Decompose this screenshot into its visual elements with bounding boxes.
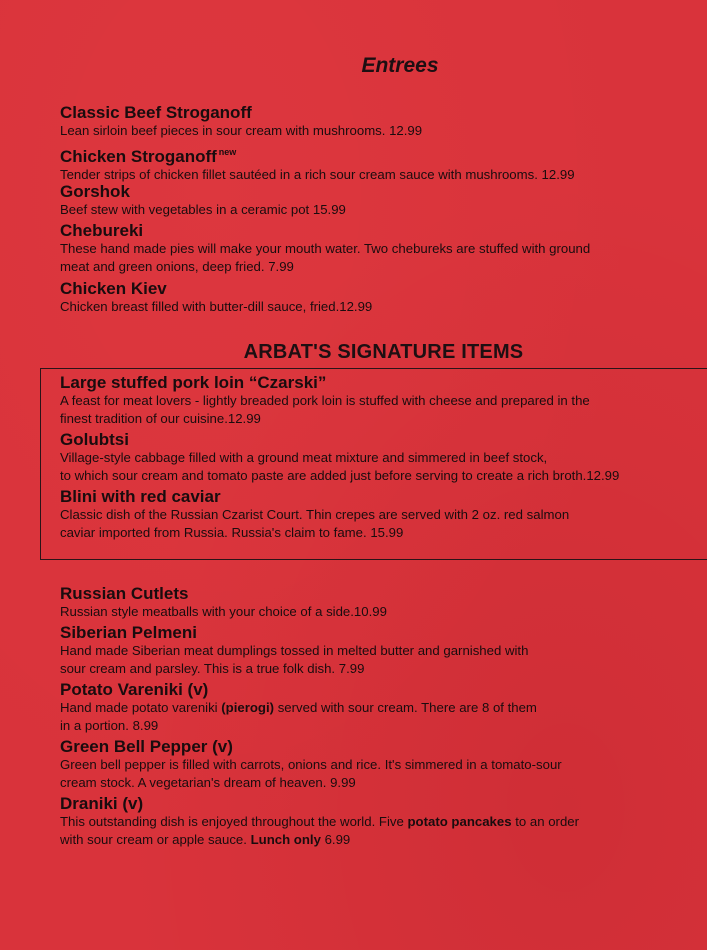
menu-item-gorshok (60, 182, 705, 219)
item-description (60, 506, 705, 541)
item-description-line-1: Green bell pepper is filled with carrots, onions and rice. It's simmered in a tomato-sour (60, 757, 562, 772)
item-description-line-1 (60, 699, 705, 717)
item-name: Chicken Stroganoff (60, 147, 217, 166)
item-name: Chicken Kiev (60, 279, 167, 298)
menu-item-golubtsi (60, 430, 705, 484)
item-description-line-2: caviar imported from Russia. Russia's claim to fame. 15.99 (60, 524, 404, 540)
item-description (60, 392, 705, 427)
item-description-line-2: cream stock. A vegetarian's dream of heaven. 9.99 (60, 774, 356, 790)
desc-bold-text: (pierogi) (221, 700, 275, 715)
signature-heading: ARBAT'S SIGNATURE ITEMS (243, 341, 524, 363)
item-description-line-1: These hand made pies will make your mouth water. Two chebureks are stuffed with ground (60, 241, 591, 256)
menu-item-stuffed-pork-loin (60, 373, 705, 427)
menu-item-chebureki (60, 221, 705, 275)
item-name-row (60, 143, 705, 166)
menu-item-russian-cutlets (60, 584, 705, 621)
desc-bold-text: potato pancakes (407, 814, 512, 829)
menu-item-green-bell-pepper (60, 737, 705, 791)
menu-item-chicken-kiev (60, 279, 705, 316)
item-name: Large stuffed pork loin “Czarski” (60, 373, 327, 392)
item-name: Classic Beef Stroganoff (60, 103, 252, 122)
item-name: Siberian Pelmeni (60, 623, 197, 642)
item-name: Golubtsi (60, 430, 129, 449)
item-description: Tender strips of chicken fillet sautéed in a rich sour cream sauce with mushrooms. 12.99 (60, 167, 575, 182)
desc-text: with sour cream or apple sauce. (60, 831, 251, 847)
menu-item-classic-beef-stroganoff (60, 103, 705, 140)
item-description-line-2: finest tradition of our cuisine.12.99 (60, 410, 261, 426)
item-description (60, 240, 705, 275)
new-badge: new (218, 147, 237, 157)
item-description: Beef stew with vegetables in a ceramic pot 15.99 (60, 202, 346, 217)
menu-item-draniki (60, 794, 705, 848)
menu-item-siberian-pelmeni (60, 623, 705, 677)
item-description-line-1: Hand made Siberian meat dumplings tossed in melted butter and garnished with (60, 643, 529, 658)
menu-item-potato-vareniki (60, 680, 705, 734)
item-description (60, 449, 705, 484)
item-description (60, 756, 705, 791)
desc-text: This outstanding dish is enjoyed throughout the world. Five (60, 814, 408, 829)
item-description-line-1 (60, 813, 705, 831)
item-description-line-2: in a portion. 8.99 (60, 717, 159, 733)
item-name: Gorshok (60, 182, 130, 201)
item-description (60, 642, 705, 677)
item-description (60, 813, 705, 848)
item-description-line-2 (60, 831, 705, 849)
item-name: Potato Vareniki (v) (60, 680, 209, 699)
item-description-line-2: sour cream and parsley. This is a true folk dish. 7.99 (60, 660, 365, 676)
item-name: Green Bell Pepper (v) (60, 737, 233, 756)
desc-text: 6.99 (320, 831, 351, 847)
item-description-line-2: meat and green onions, deep fried. 7.99 (60, 258, 294, 274)
item-description-line-1: A feast for meat lovers - lightly breaded pork loin is stuffed with cheese and prepared in the (60, 393, 590, 408)
entrees-heading: Entrees (361, 54, 439, 77)
item-description-line-1: Village-style cabbage filled with a ground meat mixture and simmered in beef stock, (60, 450, 548, 465)
item-description-line-1: Classic dish of the Russian Czarist Court. Thin crepes are served with 2 oz. red salmon (60, 507, 570, 522)
item-name: Draniki (v) (60, 794, 144, 813)
item-name: Chebureki (60, 221, 144, 240)
item-description (60, 699, 705, 734)
item-description: Russian style meatballs with your choice of a side.10.99 (60, 604, 387, 619)
item-name: Blini with red caviar (60, 487, 221, 506)
desc-bold-text: Lunch only (250, 831, 321, 847)
item-description-line-2: to which sour cream and tomato paste are added just before serving to create a rich broth.12.99 (60, 467, 620, 483)
desc-text: Hand made potato vareniki (60, 700, 222, 715)
item-name: Russian Cutlets (60, 584, 189, 603)
menu-item-blini-red-caviar (60, 487, 705, 541)
item-description: Chicken breast filled with butter-dill sauce, fried.12.99 (60, 299, 373, 314)
item-description: Lean sirloin beef pieces in sour cream with mushrooms. 12.99 (60, 123, 423, 138)
desc-text: served with sour cream. There are 8 of them (274, 700, 537, 715)
desc-text: to an order (511, 814, 580, 829)
menu-item-chicken-stroganoff (60, 143, 705, 184)
